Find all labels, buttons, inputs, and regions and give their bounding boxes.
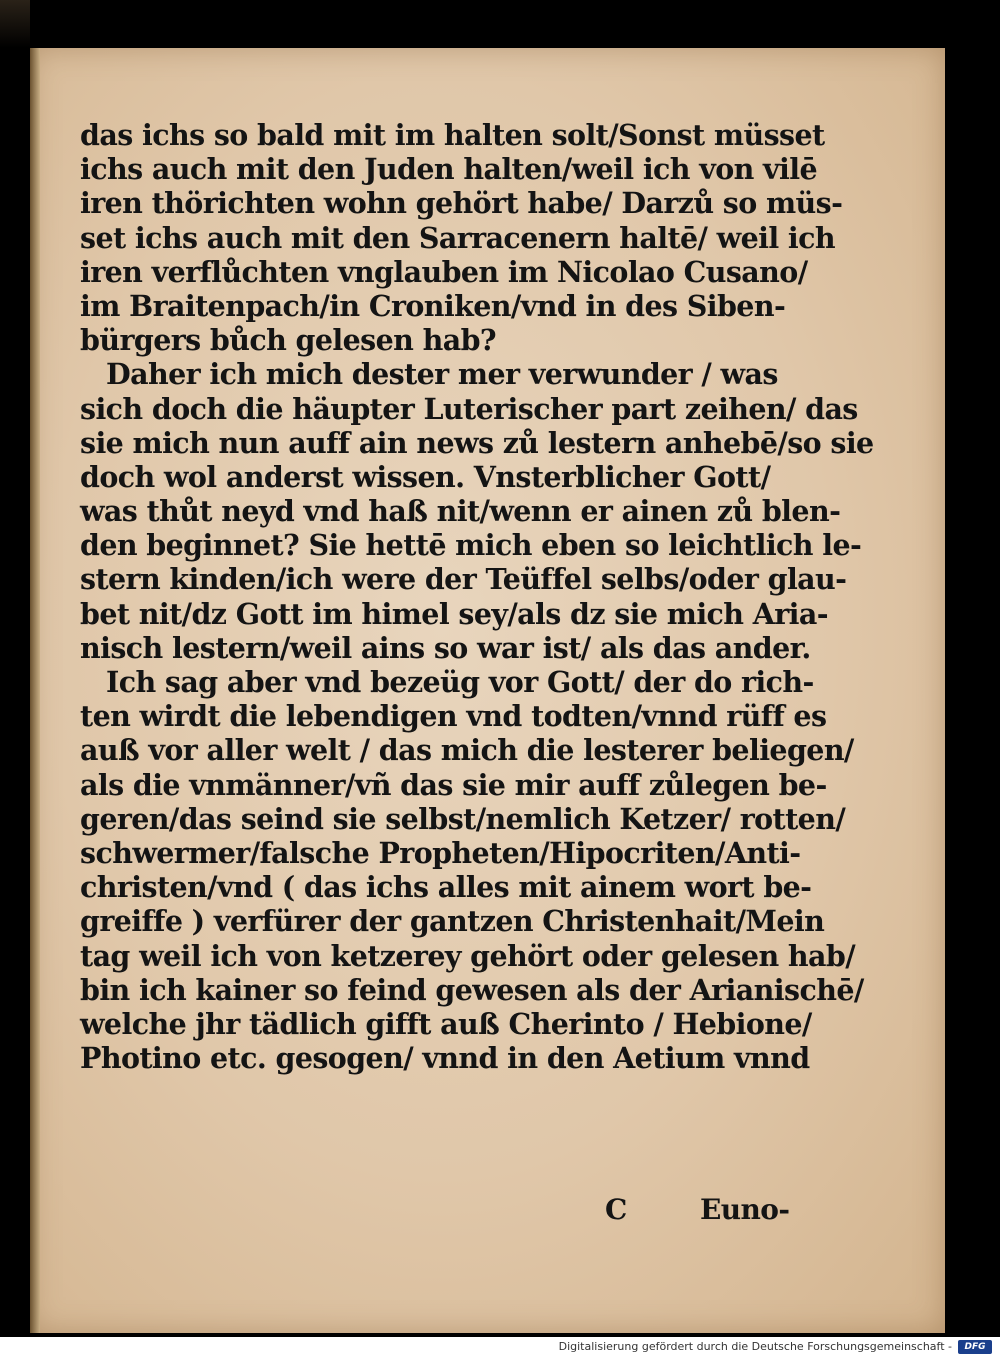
dfg-logo-icon: DFG	[958, 1340, 992, 1354]
text-line: Daher ich mich dester mer verwunder / was	[106, 357, 778, 392]
text-line: sie mich nun auff ain news zů lestern anhebē/so sie	[80, 425, 874, 460]
text-line: bin ich kainer so feind gewesen als der Arianischē/	[80, 972, 864, 1007]
text-line: welche jhr tädlich gifft auß Cherinto / Hebione/	[80, 1006, 812, 1041]
page-foot	[80, 1193, 840, 1233]
text-line: doch wol anderst wissen. Vnsterblicher Gott/	[80, 459, 771, 494]
book-page	[30, 48, 945, 1333]
text-line: christen/vnd ( das ichs alles mit ainem wort be‑	[80, 870, 812, 905]
text-line: das ichs so bald mit im halten solt/Sonst müsset	[80, 118, 825, 152]
book-edge	[0, 0, 30, 48]
text-line: ichs auch mit den Juden halten/weil ich von vilē	[80, 152, 817, 187]
text-line: sich doch die häupter Luterischer part zeihen/ das	[80, 391, 858, 426]
text-line: set ichs auch mit den Sarracenern haltē/ weil ich	[80, 220, 836, 255]
text-line: iren thörichten wohn gehört habe/ Darzů so müs‑	[80, 186, 843, 221]
text-line: im Braitenpach/in Croniken/vnd in des Siben‑	[80, 288, 786, 323]
text-line: nisch lestern/weil ains so war ist/ als das ander.	[80, 630, 811, 665]
text-line: als die vnmänner/vñ das sie mir auff zůlegen be‑	[80, 767, 827, 802]
text-line: auß vor aller welt / das mich die lesterer beliegen/	[80, 733, 854, 768]
text-line: bet nit/dz Gott im himel sey/als dz sie mich Aria‑	[80, 596, 828, 631]
text-line: geren/das seind sie selbst/nemlich Ketzer/ rotten/	[80, 801, 846, 836]
text-line: Photino etc. gesogen/ vnnd in den Aetium vnnd	[80, 1041, 810, 1076]
text-line: ten wirdt die lebendigen vnd todten/vnnd rüff es	[80, 699, 827, 734]
text-line: was thůt neyd vnd haß nit/wenn er ainen zů blen‑	[80, 494, 841, 529]
catchword: Euno‑	[700, 1193, 790, 1226]
text-line: stern kinden/ich were der Teüffel selbs/oder glau‑	[80, 562, 847, 597]
page-text	[80, 118, 874, 1226]
text-line: Ich sag aber vnd bezeüg vor Gott/ der do rich‑	[106, 665, 814, 699]
text-line: schwermer/falsche Propheten/Hipocriten/Anti‑	[80, 835, 801, 870]
funding-credit: Digitalisierung gefördert durch die Deutsche Forschungsgemeinschaft -	[558, 1340, 952, 1353]
text-line: bürgers bůch gelesen hab?	[80, 323, 497, 358]
signature-mark: C	[605, 1193, 627, 1226]
text-line: iren verflůchten vnglauben im Nicolao Cusano/	[80, 254, 808, 289]
page-gutter	[30, 48, 40, 1333]
text-line: den beginnet? Sie hettē mich eben so leichtlich le‑	[80, 528, 862, 563]
text-line: greiffe ) verfürer der gantzen Christenhait/Mein	[80, 904, 825, 939]
credit-footer	[0, 1337, 1000, 1357]
text-line: tag weil ich von ketzerey gehört oder gelesen hab/	[80, 938, 856, 973]
